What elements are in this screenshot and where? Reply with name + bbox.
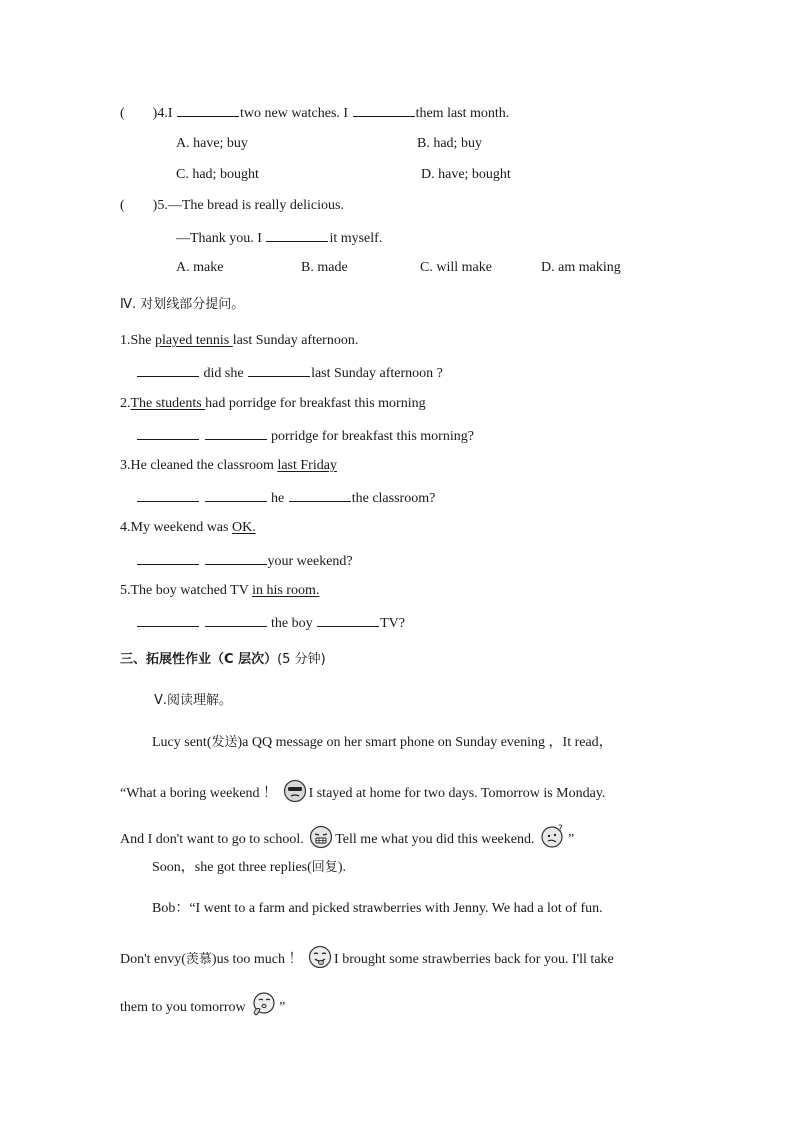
q5-stem: )5.—The bread is really delicious. <box>152 198 344 213</box>
p2-b: ). <box>337 860 346 875</box>
q5-reply <box>176 228 382 248</box>
svg-text:?: ? <box>558 824 563 834</box>
a1-mid: did she <box>203 366 244 381</box>
question-5 <box>120 197 344 215</box>
s4-item-3-underlined: last Friday <box>277 458 337 473</box>
q4-stem-end: them last month. <box>415 106 510 121</box>
tongue-face-icon <box>308 945 332 975</box>
q4-option-c[interactable]: C. had; bought <box>176 167 259 182</box>
passage-line-3 <box>120 823 574 855</box>
a3-end: the classroom? <box>351 491 436 506</box>
section-5-title: Ⅴ.阅读理解。 <box>154 693 233 708</box>
s4-answer-5 <box>136 613 405 633</box>
p1-l1-a: Lucy sent( <box>152 735 212 750</box>
passage-line-1 <box>152 734 613 752</box>
p3-l2-b: )us too much ！ <box>211 952 303 967</box>
p3-l2-c: I brought some strawberries back for you. I'll take <box>334 952 614 967</box>
p3-l3-b: ” <box>279 1000 286 1015</box>
a2-end: porridge for breakfast this morning? <box>271 429 474 444</box>
p3-l2-cjk: 羡慕 <box>185 952 212 967</box>
q5-reply-end: it myself. <box>329 231 383 246</box>
s4-answer-1 <box>136 363 443 383</box>
s4-item-2-underlined: The students <box>130 396 206 411</box>
a4-end: your weekend? <box>267 554 353 569</box>
s4-item-1 <box>120 332 358 350</box>
q5-blank[interactable] <box>266 228 328 242</box>
p3-l2-a: Don't envy( <box>120 952 186 967</box>
q4-stem-start: )4.I <box>152 106 173 121</box>
a2-blank-1[interactable] <box>137 426 199 440</box>
a5-end: TV? <box>380 616 405 631</box>
p2-a: Soon，she got three replies( <box>152 860 312 875</box>
q5-option-d[interactable]: D. am making <box>541 260 621 275</box>
q5-option-b[interactable]: B. made <box>301 260 348 275</box>
s4-answer-3 <box>136 488 435 508</box>
p1-l1-cjk: 发送 <box>211 735 238 750</box>
confused-face-icon <box>540 823 566 855</box>
p1-l3-c: ” <box>568 832 575 847</box>
q4-option-a[interactable]: A. have; buy <box>176 136 248 151</box>
a2-blank-2[interactable] <box>205 426 267 440</box>
s4-item-4-underlined: OK. <box>231 520 256 535</box>
passage-line-5: Bob：“I went to a farm and picked strawberries with Jenny. We had a lot of fun. <box>152 901 603 916</box>
passage-line-4 <box>152 859 346 877</box>
q4-option-b[interactable]: B. had; buy <box>417 136 482 151</box>
q4-blank-2[interactable] <box>353 103 415 117</box>
q4-paren-open: ( <box>120 106 125 121</box>
s4-item-2-rest: had porridge for breakfast this morning <box>205 396 426 411</box>
section-4-title: Ⅳ. 对划线部分提问。 <box>120 297 245 312</box>
a1-blank-2[interactable] <box>248 363 310 377</box>
p1-l1-b: )a QQ message on her smart phone on Sunday evening ，It read， <box>237 735 613 750</box>
q5-reply-start: —Thank you. I <box>176 231 262 246</box>
s4-item-2 <box>120 395 426 413</box>
section-3-header <box>120 651 326 669</box>
s4-item-1-num: 1.She <box>120 333 155 348</box>
passage-line-2 <box>120 779 605 809</box>
passage-line-7 <box>120 991 285 1023</box>
question-4 <box>120 103 509 123</box>
a3-mid: he <box>271 491 285 506</box>
s4-item-2-num: 2. <box>120 396 131 411</box>
shush-face-icon <box>251 991 277 1023</box>
s4-item-5-underlined: in his room. <box>252 583 320 598</box>
a1-blank-1[interactable] <box>137 363 199 377</box>
a4-blank-2[interactable] <box>205 551 267 565</box>
s4-item-5 <box>120 582 319 600</box>
p2-cjk: 回复 <box>311 860 338 875</box>
s4-item-4-num: 4.My weekend was <box>120 520 232 535</box>
s4-item-4 <box>120 519 256 537</box>
q4-blank-1[interactable] <box>177 103 239 117</box>
section-3-level: （C 层次） <box>211 652 278 667</box>
a5-blank-3[interactable] <box>317 613 379 627</box>
a1-end: last Sunday afternoon ? <box>311 366 443 381</box>
crying-face-icon <box>309 825 333 855</box>
p1-l3-b: Tell me what you did this weekend. <box>335 832 535 847</box>
p1-l2-b: I stayed at home for two days. Tomorrow is Monday. <box>308 786 606 801</box>
p1-l3-a: And I don't want to go to school. <box>120 832 304 847</box>
q4-option-d[interactable]: D. have; bought <box>421 167 511 182</box>
a3-blank-1[interactable] <box>137 488 199 502</box>
section-3-time: (5 分钟) <box>277 652 326 667</box>
a3-blank-3[interactable] <box>289 488 351 502</box>
q5-option-c[interactable]: C. will make <box>420 260 492 275</box>
a5-blank-1[interactable] <box>137 613 199 627</box>
passage-line-6 <box>120 945 614 975</box>
a5-blank-2[interactable] <box>205 613 267 627</box>
s4-answer-4 <box>136 551 353 571</box>
q5-paren-open: ( <box>120 198 125 213</box>
section-3-title: 三、拓展性作业 <box>120 652 212 667</box>
a3-blank-2[interactable] <box>205 488 267 502</box>
s4-item-3 <box>120 457 337 475</box>
a4-blank-1[interactable] <box>137 551 199 565</box>
a5-mid: the boy <box>271 616 313 631</box>
q5-option-a[interactable]: A. make <box>176 260 224 275</box>
s4-item-1-underlined: played tennis <box>155 333 233 348</box>
s4-answer-2 <box>136 426 474 446</box>
s4-item-1-rest: last Sunday afternoon. <box>232 333 359 348</box>
s4-item-5-num: 5.The boy watched TV <box>120 583 253 598</box>
cool-face-icon <box>283 779 307 809</box>
p3-l3-a: them to you tomorrow <box>120 1000 246 1015</box>
p1-l2-a: “What a boring weekend ！ <box>120 786 278 801</box>
s4-item-3-num: 3.He cleaned the classroom <box>120 458 278 473</box>
q4-stem-mid: two new watches. I <box>240 106 349 121</box>
